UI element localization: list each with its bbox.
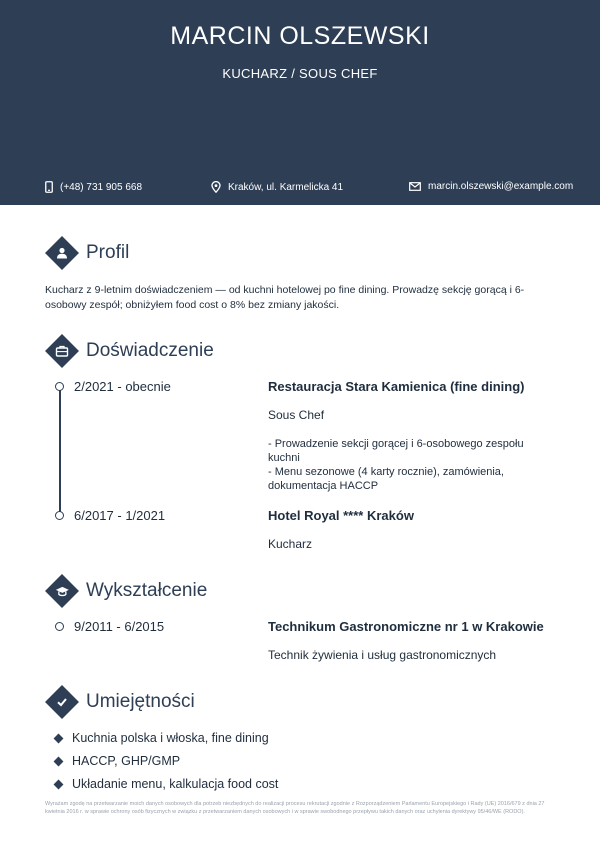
timeline-dot xyxy=(55,511,64,520)
address-text: Kraków, ul. Karmelicka 41 xyxy=(228,181,344,193)
skill-item xyxy=(55,777,278,791)
diamond-bullet-icon xyxy=(54,756,64,766)
gdpr-consent-clause: Wyrażam zgodę na przetwarzanie moich danych osobowych dla potrzeb niezbędnych do realizacji procesu rekrutacji zgodnie z Rozporządzeniem Parlamentu Europejskiego i Rady (UE) 2016/679 z dnia 27 kwietnia 2016 r. w sprawie ochrony osób fizycznych w związku z przetwarzaniem danych osobowych i w sprawie swobodnego przepływu takich danych oraz uchylenia dyrektywy 95/46/WE (RODO). xyxy=(45,801,545,815)
timeline-dot xyxy=(55,382,64,391)
job-description xyxy=(268,437,543,493)
person-icon xyxy=(45,236,79,270)
envelope-icon xyxy=(409,182,421,191)
skill-item xyxy=(55,754,180,768)
diamond-bullet-icon xyxy=(54,779,64,789)
phone-number: (+48) 731 905 668 xyxy=(60,181,143,193)
contact-bar xyxy=(0,181,600,199)
email-link[interactable]: marcin.olszewski@example.com xyxy=(428,181,574,192)
section-title-skills: Umiejętności xyxy=(86,691,195,712)
timeline-dot xyxy=(55,622,64,631)
section-header-experience xyxy=(45,339,214,363)
skill-label: Kuchnia polska i włoska, fine dining xyxy=(72,731,269,745)
job-employer: Hotel Royal **** Kraków xyxy=(268,508,414,523)
job-employer: Restauracja Stara Kamienica (fine dining) xyxy=(268,379,525,394)
resume-header xyxy=(0,0,600,205)
section-title-education: Wykształcenie xyxy=(86,580,208,601)
job-dates: 2/2021 - obecnie xyxy=(74,379,171,394)
education-school: Technikum Gastronomiczne nr 1 w Krakowie xyxy=(268,619,544,634)
timeline-line xyxy=(59,390,61,514)
skill-label: Układanie menu, kalkulacja food cost xyxy=(72,777,279,791)
contact-phone xyxy=(45,181,142,193)
section-title-profile: Profil xyxy=(86,242,130,263)
section-header-profile xyxy=(45,241,129,265)
section-header-skills xyxy=(45,690,195,714)
checkmark-icon xyxy=(45,685,79,719)
location-pin-icon xyxy=(211,181,221,193)
skill-item xyxy=(55,731,269,745)
education-dates: 9/2011 - 6/2015 xyxy=(74,619,165,634)
job-role: Kucharz xyxy=(268,537,313,551)
profile-summary: Kucharz z 9-letnim doświadczeniem — od kuchni hotelowej po fine dining. Prowadzę sekcję gorącą i 6-osobowy zespół; obniżyłem food cost o 8% bez zmiany jakości. xyxy=(45,284,525,311)
graduation-cap-icon xyxy=(45,574,79,608)
job-dates: 6/2017 - 1/2021 xyxy=(74,508,166,523)
job-bullet: - Prowadzenie sekcji gorącej i 6-osobowego zespołu kuchni xyxy=(268,438,524,464)
diamond-bullet-icon xyxy=(54,733,64,743)
section-header-education xyxy=(45,579,207,603)
contact-email[interactable] xyxy=(409,181,573,192)
section-title-experience: Doświadczenie xyxy=(86,340,214,361)
candidate-name: MARCIN OLSZEWSKI xyxy=(170,22,430,50)
job-role: Sous Chef xyxy=(268,408,325,422)
phone-icon xyxy=(45,181,53,193)
contact-address xyxy=(211,181,343,193)
education-degree: Technik żywienia i usług gastronomicznych xyxy=(268,648,497,662)
job-bullet: - Menu sezonowe (4 karty rocznie), zamówienia, dokumentacja HACCP xyxy=(268,466,504,492)
skill-label: HACCP, GHP/GMP xyxy=(72,754,181,768)
candidate-title: KUCHARZ / SOUS CHEF xyxy=(222,66,378,81)
briefcase-icon xyxy=(45,334,79,368)
